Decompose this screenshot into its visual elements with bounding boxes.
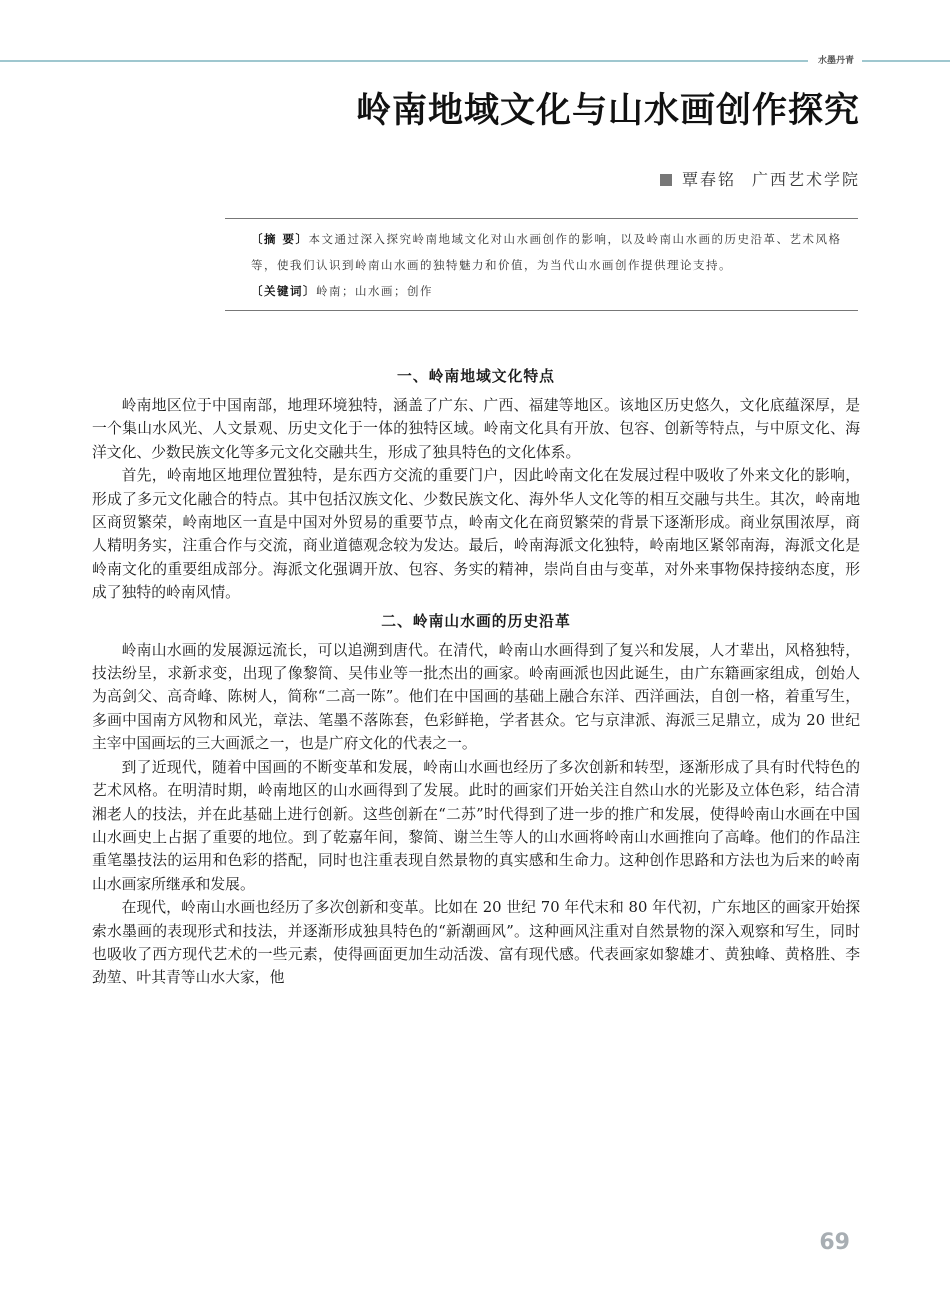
abstract-text: 本文通过深入探究岭南地域文化对山水画创作的影响，以及岭南山水画的历史沿革、艺术风格等，使我们认识到岭南山水画的独特魅力和价值，为当代山水画创作提供理论支持。	[251, 232, 842, 272]
author-line	[400, 168, 860, 192]
body-paragraph: 到了近现代，随着中国画的不断变革和发展，岭南山水画也经历了多次创新和转型，逐渐形成了具有时代特色的艺术风格。在明清时期，岭南地区的山水画得到了发展。此时的画家们开始关注自然山水的光影及立体色彩，结合清湘老人的技法，并在此基础上进行创新。这些创新在“二苏”时代得到了进一步的推广和发展，使得岭南山水画在中国山水画史上占据了重要的地位。到了乾嘉年间，黎简、谢兰生等人的山水画将岭南山水画推向了高峰。他们的作品注重笔墨技法的运用和色彩的搭配，同时也注重表现自然景物的真实感和生命力。这种创作思路和方法也为后来的岭南山水画家所继承和发展。	[92, 758, 860, 893]
header-rule	[0, 60, 808, 62]
keywords-text: 岭南；山水画；创作	[316, 284, 433, 298]
body-paragraph: 首先，岭南地区地理位置独特，是东西方交流的重要门户，因此岭南文化在发展过程中吸收了外来文化的影响，形成了多元文化融合的特点。其中包括汉族文化、少数民族文化、海外华人文化等的相互交融与共生。其次，岭南地区商贸繁荣，岭南地区一直是中国对外贸易的重要节点，岭南文化在商贸繁荣的背景下逐渐形成。商业氛围浓厚，商人精明务实，注重合作与交流，商业道德观念较为发达。最后，岭南海派文化独特，岭南地区紧邻南海，海派文化是岭南文化的重要组成部分。海派文化强调开放、包容、务实的精神，崇尚自由与变革，对外来事物保持接纳态度，形成了独特的岭南风情。	[92, 467, 860, 602]
keywords-label: 〔关键词〕	[251, 284, 316, 298]
square-bullet-icon	[660, 174, 672, 186]
body-paragraph: 岭南地区位于中国南部，地理环境独特，涵盖了广东、广西、福建等地区。该地区历史悠久，文化底蕴深厚，是一个集山水风光、人文景观、历史文化于一体的独特区域。岭南文化具有开放、包容、创新等特点，与中原文化、海洋文化、少数民族文化等多元文化交融共生，形成了独具特色的文化体系。	[92, 397, 860, 461]
article-title: 岭南地域文化与山水画创作探究	[355, 90, 860, 131]
body-paragraph: 岭南山水画的发展源远流长，可以追溯到唐代。在清代，岭南山水画得到了复兴和发展，人才辈出，风格独特，技法纷呈，求新求变，出现了像黎简、吴伟业等一批杰出的画家。岭南画派也因此诞生，由广东籍画家组成，创始人为高剑父、高奇峰、陈树人，简称“二高一陈”。他们在中国画的基础上融合东洋、西洋画法，自创一格，着重写生，多画中国南方风物和风光，章法、笔墨不落陈套，色彩鲜艳，学者甚众。它与京津派、海派三足鼎立，成为 20 世纪主宰中国画坛的三大画派之一，也是广府文化的代表之一。	[92, 641, 860, 753]
abstract-block	[225, 226, 858, 304]
author-name: 覃春铭	[681, 170, 736, 189]
section-heading: 一、岭南地域文化特点	[397, 368, 555, 385]
section-tag: 水墨丹青	[817, 56, 854, 66]
body-paragraph: 在现代，岭南山水画也经历了多次创新和变革。比如在 20 世纪 70 年代末和 80 年代初，广东地区的画家开始探索水墨画的表现形式和技法，并逐渐形成独具特色的“新潮画风”。这种画风注重对自然景物的深入观察和写生，同时也吸收了西方现代艺术的一些元素，使得画面更加生动活泼、富有现代感。代表画家如黎雄才、黄独峰、黄格胜、李劲堃、叶其青等山水大家，他	[92, 899, 860, 987]
header-rule-right	[862, 60, 950, 62]
keywords-paragraph	[225, 278, 858, 304]
author-affiliation: 广西艺术学院	[751, 170, 860, 189]
abstract-label: 〔摘 要〕	[251, 232, 309, 246]
abstract-bottom-rule	[225, 310, 858, 311]
abstract-top-rule	[225, 218, 858, 219]
section-heading: 二、岭南山水画的历史沿革	[381, 612, 571, 630]
abstract-paragraph	[225, 226, 858, 278]
article-body	[92, 360, 860, 990]
page-number: 69	[819, 1230, 850, 1255]
